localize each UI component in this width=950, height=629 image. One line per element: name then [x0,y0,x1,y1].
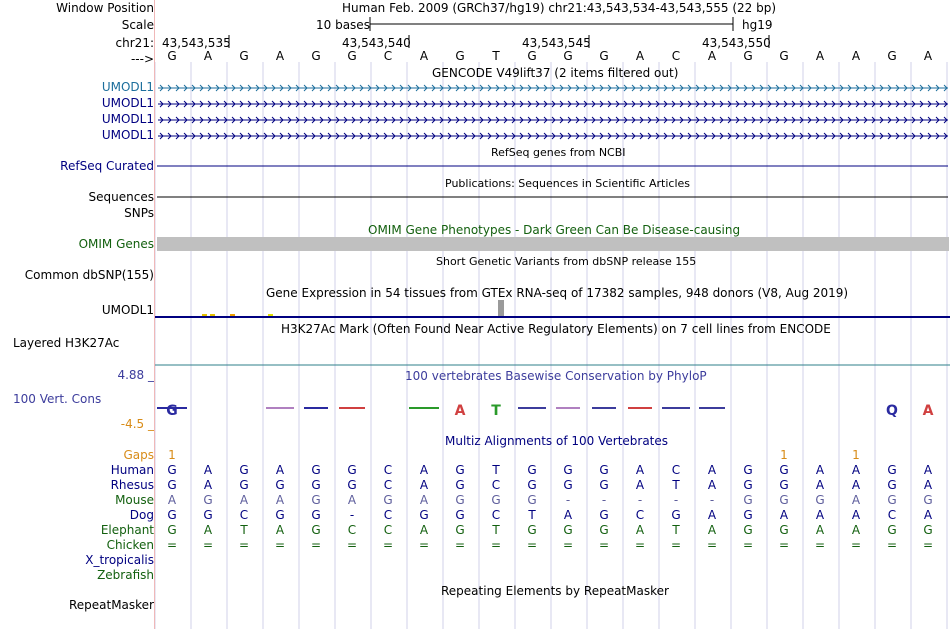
aligned-base: = [598,538,610,552]
aligned-base: = [166,538,178,552]
aligned-base: T [492,463,500,477]
alignment-row [155,568,950,582]
aligned-base: G [743,508,753,522]
aligned-base: G [383,493,393,507]
aligned-base: = [346,538,358,552]
conservation-mark [304,407,328,409]
reference-base: G [455,49,465,63]
alignment-row [155,538,950,552]
aligned-base: A [635,463,645,477]
multiz-title: Multiz Alignments of 100 Vertebrates [445,434,669,448]
alignment-row [155,478,950,492]
aligned-base: G [887,493,897,507]
aligned-base: G [167,523,177,537]
reference-base: G [887,49,897,63]
reference-base: G [779,49,789,63]
species-label-mouse: Mouse [115,493,154,507]
aligned-base: G [599,478,609,492]
aligned-base: A [707,508,717,522]
aligned-base: A [419,478,429,492]
aligned-base: G [203,508,213,522]
conservation-mark [266,407,294,409]
aligned-base: G [275,478,285,492]
reference-base: A [815,49,825,63]
conservation-logo-letter: A [922,403,934,419]
aligned-base: G [779,493,789,507]
refseq-label[interactable]: RefSeq Curated [60,159,154,173]
aligned-base: = [202,538,214,552]
reference-base: A [635,49,645,63]
aligned-base: C [887,508,897,522]
aligned-base: A [851,463,861,477]
aligned-base: = [742,538,754,552]
conservation-logo-letter: G [166,403,178,419]
aligned-base: C [383,508,393,522]
aligned-base: A [419,523,429,537]
aligned-base: T [240,523,248,537]
aligned-base: C [239,508,249,522]
aligned-base: T [528,508,536,522]
reference-base: G [563,49,573,63]
gencode-item-label[interactable]: UMODL1 [101,96,154,110]
species-label-zebrafish: Zebrafish [97,568,154,582]
cons-min-label: -4.5 _ [120,417,154,431]
reference-base: G [311,49,321,63]
gtex-tissue-mark [230,314,235,316]
reference-base: G [167,49,177,63]
alignment-row [155,523,950,537]
window-position-label: Window Position [56,1,154,15]
aligned-base: G [455,523,465,537]
conservation-title: 100 vertebrates Basewise Conservation by PhyloP [405,369,707,383]
aligned-base: G [347,463,357,477]
gtex-label[interactable]: UMODL1 [101,303,154,317]
aligned-base: G [563,463,573,477]
scale-bar-text: 10 bases [316,18,370,32]
h3k27ac-title: H3K27Ac Mark (Often Found Near Active Regulatory Elements) on 7 cell lines from ENCODE [281,322,831,336]
aligned-base: A [923,478,933,492]
aligned-base: G [923,493,933,507]
reference-base: G [347,49,357,63]
aligned-base: C [491,508,501,522]
reference-base: A [851,49,861,63]
aligned-base: C [383,463,393,477]
conservation-mark [556,407,580,409]
aligned-base: = [562,538,574,552]
conservation-mark [592,407,616,409]
aligned-base: A [851,478,861,492]
conservation-mark [409,407,439,409]
aligned-base: G [779,478,789,492]
aligned-base: G [311,463,321,477]
aligned-base: = [238,538,250,552]
aligned-base: A [815,508,825,522]
aligned-base: G [167,463,177,477]
aligned-base: = [310,538,322,552]
aligned-base: C [347,523,357,537]
conservation-mark [699,407,725,409]
species-label-dog: Dog [129,508,154,522]
aligned-base: - [673,493,679,507]
aligned-base: A [275,493,285,507]
reference-base: G [527,49,537,63]
conservation-mark [628,407,652,409]
aligned-base: G [923,523,933,537]
aligned-base: G [311,508,321,522]
reference-base: G [599,49,609,63]
species-label-chicken: Chicken [106,538,154,552]
gap-count: 1 [852,448,860,462]
aligned-base: G [599,463,609,477]
aligned-base: G [347,478,357,492]
alignment-row [155,463,950,477]
refseq-title: RefSeq genes from NCBI [491,146,626,159]
alignment-row [155,553,950,567]
sequences-label[interactable]: Sequences [88,190,154,204]
gtex-tissue-mark [202,314,207,316]
aligned-base: A [815,463,825,477]
aligned-base: = [274,538,286,552]
aligned-base: A [815,523,825,537]
coord-tick-label: 43,543,550 [702,36,771,50]
aligned-base: G [743,523,753,537]
conservation-logo-letter: T [491,403,501,419]
gencode-item-label[interactable]: UMODL1 [101,128,154,142]
aligned-base: A [275,463,285,477]
aligned-base: A [707,463,717,477]
aligned-base: G [311,523,321,537]
aligned-base: - [637,493,643,507]
aligned-base: A [635,523,645,537]
aligned-base: = [778,538,790,552]
aligned-base: = [670,538,682,552]
aligned-base: A [779,508,789,522]
aligned-base: A [167,493,177,507]
chrom-label: chr21: [115,36,154,50]
aligned-base: - [709,493,715,507]
aligned-base: G [563,523,573,537]
aligned-base: = [526,538,538,552]
aligned-base: G [419,508,429,522]
reference-base: G [743,49,753,63]
coord-tick-label: 43,543,535 [162,36,231,50]
aligned-base: A [851,493,861,507]
conservation-mark [662,407,690,409]
gtex-bar [498,300,504,316]
species-label-rhesus: Rhesus [110,478,154,492]
omim-title: OMIM Gene Phenotypes - Dark Green Can Be Disease-causing [368,223,741,237]
aligned-base: G [275,508,285,522]
omim-bar [157,237,949,251]
gencode-item-label[interactable]: UMODL1 [101,80,154,94]
aligned-base: C [491,478,501,492]
aligned-base: G [239,478,249,492]
reference-base: T [492,49,500,63]
aligned-base: G [743,493,753,507]
aligned-base: G [455,493,465,507]
coord-tick-label: 43,543,540 [342,36,411,50]
gtex-title: Gene Expression in 54 tissues from GTEx RNA-seq of 17382 samples, 948 donors (V8, Aug 2019) [266,286,849,300]
reference-base: A [707,49,717,63]
aligned-base: T [492,523,500,537]
snps-label[interactable]: SNPs [124,206,154,220]
alignment-row [155,493,950,507]
gtex-tissue-mark [210,314,215,316]
aligned-base: G [779,523,789,537]
aligned-base: A [203,523,213,537]
aligned-base: G [167,508,177,522]
gencode-title: GENCODE V49lift37 (2 items filtered out) [432,66,679,80]
aligned-base: G [455,463,465,477]
gaps-row [155,448,950,462]
aligned-base: - [601,493,607,507]
reference-base: C [383,49,393,63]
aligned-base: G [527,493,537,507]
aligned-base: A [851,508,861,522]
aligned-base: C [635,508,645,522]
aligned-base: - [349,508,355,522]
aligned-base: G [815,493,825,507]
conservation-mark [518,407,546,409]
reference-base: A [923,49,933,63]
aligned-base: G [491,493,501,507]
aligned-base: G [455,478,465,492]
conservation-logo-letter: Q [886,403,898,419]
species-label-human: Human [110,463,154,477]
strand-label: ---> [130,52,154,66]
gencode-item-label[interactable]: UMODL1 [101,112,154,126]
aligned-base: T [672,478,680,492]
aligned-base: C [671,463,681,477]
repeatmasker-title: Repeating Elements by RepeatMasker [441,584,669,598]
aligned-base: G [779,463,789,477]
omim-label[interactable]: OMIM Genes [78,237,154,251]
aligned-base: G [887,523,897,537]
aligned-base: G [203,493,213,507]
conservation-logo-letter: A [454,403,466,419]
aligned-base: = [454,538,466,552]
aligned-base: = [418,538,430,552]
reference-base: A [203,49,213,63]
aligned-base: G [563,478,573,492]
coord-tick-label: 43,543,545 [522,36,591,50]
reference-base: A [419,49,429,63]
gaps-label: Gaps [123,448,154,462]
aligned-base: A [851,523,861,537]
aligned-base: A [707,523,717,537]
aligned-base: A [707,478,717,492]
scale-label: Scale [121,18,154,32]
dbsnp-label[interactable]: Common dbSNP(155) [24,268,154,282]
aligned-base: = [886,538,898,552]
reference-base: C [671,49,681,63]
reference-base: G [239,49,249,63]
aligned-base: = [814,538,826,552]
scale-assembly: hg19 [742,18,773,32]
aligned-base: A [203,463,213,477]
aligned-base: A [419,463,429,477]
aligned-base: = [634,538,646,552]
aligned-base: G [455,508,465,522]
aligned-base: = [706,538,718,552]
aligned-base: G [887,463,897,477]
aligned-base: G [527,463,537,477]
species-label-elephant: Elephant [100,523,154,537]
aligned-base: = [922,538,934,552]
conservation-mark [339,407,365,409]
species-label-x-tropicalis: X_tropicalis [85,553,154,567]
dbsnp-title: Short Genetic Variants from dbSNP release 155 [436,255,697,268]
aligned-base: = [490,538,502,552]
aligned-base: G [743,478,753,492]
aligned-base: G [743,463,753,477]
aligned-base: A [419,493,429,507]
aligned-base: - [565,493,571,507]
aligned-base: A [815,478,825,492]
aligned-base: A [239,493,249,507]
cons-label[interactable]: 100 Vert. Cons [13,392,102,406]
gap-count: 1 [780,448,788,462]
aligned-base: A [923,508,933,522]
window-position-text: Human Feb. 2009 (GRCh37/hg19) chr21:43,543,534-43,543,555 (22 bp) [342,1,777,15]
aligned-base: G [527,523,537,537]
aligned-base: A [563,508,573,522]
reference-base: A [275,49,285,63]
publications-title: Publications: Sequences in Scientific Articles [445,177,690,190]
aligned-base: G [599,523,609,537]
aligned-base: G [311,478,321,492]
aligned-base: = [382,538,394,552]
aligned-base: C [383,523,393,537]
aligned-base: G [311,493,321,507]
alignment-row [155,508,950,522]
aligned-base: C [383,478,393,492]
aligned-base: A [275,523,285,537]
aligned-base: A [203,478,213,492]
aligned-base: G [527,478,537,492]
aligned-base: A [635,478,645,492]
aligned-base: G [599,508,609,522]
cons-max-label: 4.88 _ [117,368,154,382]
aligned-base: A [347,493,357,507]
gtex-tissue-mark [268,314,273,316]
aligned-base: G [167,478,177,492]
aligned-base: A [923,463,933,477]
repeatmasker-label[interactable]: RepeatMasker [68,598,154,612]
aligned-base: T [672,523,680,537]
aligned-base: G [671,508,681,522]
aligned-base: = [850,538,862,552]
gap-count: 1 [168,448,176,462]
aligned-base: G [239,463,249,477]
h3k27ac-label[interactable]: Layered H3K27Ac [13,336,120,350]
aligned-base: G [887,478,897,492]
